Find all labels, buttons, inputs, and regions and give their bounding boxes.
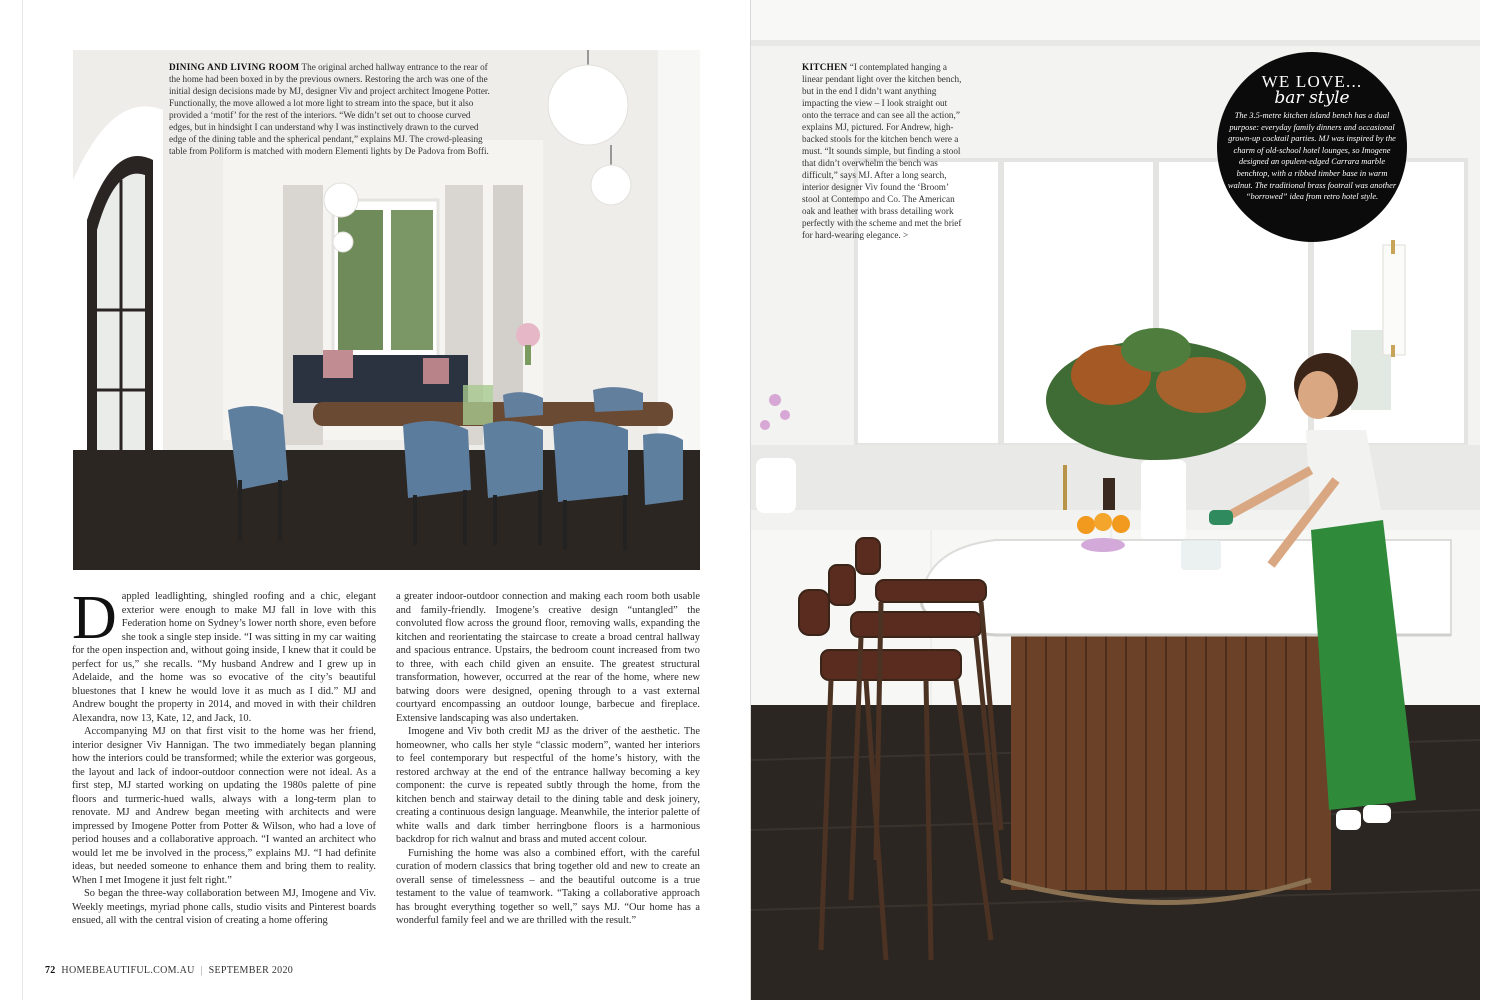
we-love-script: bar style (1274, 88, 1350, 108)
article-paragraph: Accompanying MJ on that first visit to the home was her friend, interior designer Viv Hannigan. The two immediately began planning how the interiors could be transformed; while the exterior was gorgeous, the layout and lack of indoor-outdoor connection were not ideal. As a first step, MJ started working on updating the 1980s palette of pine floors and turmeric-hued walls, always with a long-term plan to renovate. MJ and Andrew began meeting with architects and were impressed by Imogene Potter from Potter & Wilson, who had a love of period houses and a collaborative approach. “I wanted an architect who would let me be involved in the process,” explains MJ. “I had definite ideas, but needed someone to enhance them and bring them to reality. When I met Imogene it just felt right.” (72, 726, 376, 886)
we-love-badge (1217, 52, 1407, 242)
article-paragraph: Furnishing the home was also a combined effort, with the careful curation of modern classics that bring together old and new to create an overall sense of timelessness – and the beautiful outcome is a true testament to the value of teamwork. “Taking a collaborative approach has brought everything together so well,” says MJ. “Our home has a wonderful family feel and we are thrilled with the result.” (396, 847, 700, 926)
page-folio (45, 965, 293, 976)
article-paragraph-text: appled leadlighting, shingled roofing and a chic, elegant exterior were enough to make MJ fall in love with this Federation home on Sydney’s lower north shore, even before she took a single step inside. “I was sitting in my car waiting for the open inspection and, without going inside, I knew that it could be perfect for us,” she recalls. “My husband Andrew and I grew up in Adelaide, and the home was so evocative of the city’s beautiful bluestones that I knew he would love it as much as I did.” MJ and Andrew bought the property in 2014, and moved in with their children Alexandra, now 13, Kate, 12, and Jack, 10. (72, 591, 376, 724)
article-paragraph: Imogene and Viv both credit MJ as the driver of the aesthetic. The homeowner, who calls her style “classic modern”, wanted her interiors to feel contemporary but respectful of the home’s history, with the restored archway at the end of the entrance hallway becoming a key component: the curve is repeated subtly through the home, from the kitchen bench and stairway detail to the dining table and desk joinery, creating a continuous design language. Meanwhile, the interior palette of white walls and dark timber herringbone floors is a harmonious backdrop for rich walnut and brass and muted accent colour. (396, 726, 700, 845)
dining-room-caption (169, 61, 495, 157)
article-column-1 (72, 584, 376, 928)
we-love-title: WE LOVE... (1261, 72, 1363, 91)
dining-caption-title: DINING AND LIVING ROOM (169, 62, 300, 72)
drop-cap: D (72, 584, 117, 652)
article-paragraph (72, 584, 376, 725)
folio-site: HOMEBEAUTIFUL.COM.AU (61, 965, 195, 976)
article-column-2 (396, 590, 700, 928)
kitchen-caption-title: KITCHEN (802, 62, 848, 72)
folio-separator: | (200, 965, 203, 976)
page-number: 72 (45, 965, 56, 976)
dining-caption-text: The original arched hallway entrance to the rear of the home had been boxed in by the previous owners. Restoring the arch was one of the initial design decisions made by MJ, designer Viv and project architect Imogene Potter. Functionally, the move allowed a lot more light to stream into the space, but it also provided a ‘motif’ for the rest of the interiors. “We didn’t set out to choose curved edges, but in hindsight I can understand why I was instinctively drawn to the curved edge of the dining table and the spherical pendant,” explains MJ. The crowd-pleasing table from Poliform is matched with modern Elementi lights by De Padova from Boffi. (169, 62, 490, 156)
we-love-text: The 3.5-metre kitchen island bench has a dual purpose: everyday family dinners and occasional grown-up cocktail parties. MJ was inspired by the charm of old-school hotel lounges, so Imogene designed an opulent-edged Carrara marble benchtop, with a ribbed timber base in warm walnut. The traditional brass footrail was another “borrowed” idea from retro hotel style. (1227, 111, 1397, 202)
article-paragraph: a greater indoor-outdoor connection and making each room both usable and family-friendly. Imogene’s creative design “untangled” the convoluted flow across the ground floor, removing walls, expanding the kitchen and reorientating the staircase to create a broad central hallway and spacious entrance. Upstairs, the bedroom count increased from two to three, with each child given an ensuite. The greatest structural transformation, however, occurred at the rear of the home, where new batwing doors were designed, opening through to a vast external courtyard encompassing an outdoor lounge, barbecue and fireplace. Extensive landscaping was also undertaken. (396, 591, 700, 724)
article-paragraph: So began the three-way collaboration between MJ, Imogene and Viv. Weekly meetings, myriad phone calls, studio visits and Pinterest boards ensued, all with the central vision of creating a home offering (72, 888, 376, 926)
kitchen-caption-text: “I contemplated hanging a linear pendant light over the kitchen bench, but in the end I didn’t want anything impacting the view – I look straight out onto the terrace and can see all the action,” explains MJ, pictured. For Andrew, high-backed stools for the kitchen bench were a must. “It sounds simple, but finding a stool that didn’t overwhelm the bench was difficult,” says MJ. After a long search, interior designer Viv found the ‘Broom’ stool at Contempo and Co. The American oak and leather with brass detailing work perfectly with the scheme and met the brief for hard-wearing elegance. > (802, 62, 962, 240)
page-edge (1480, 0, 1500, 1000)
folio-issue: SEPTEMBER 2020 (208, 965, 294, 976)
kitchen-caption (802, 61, 962, 241)
